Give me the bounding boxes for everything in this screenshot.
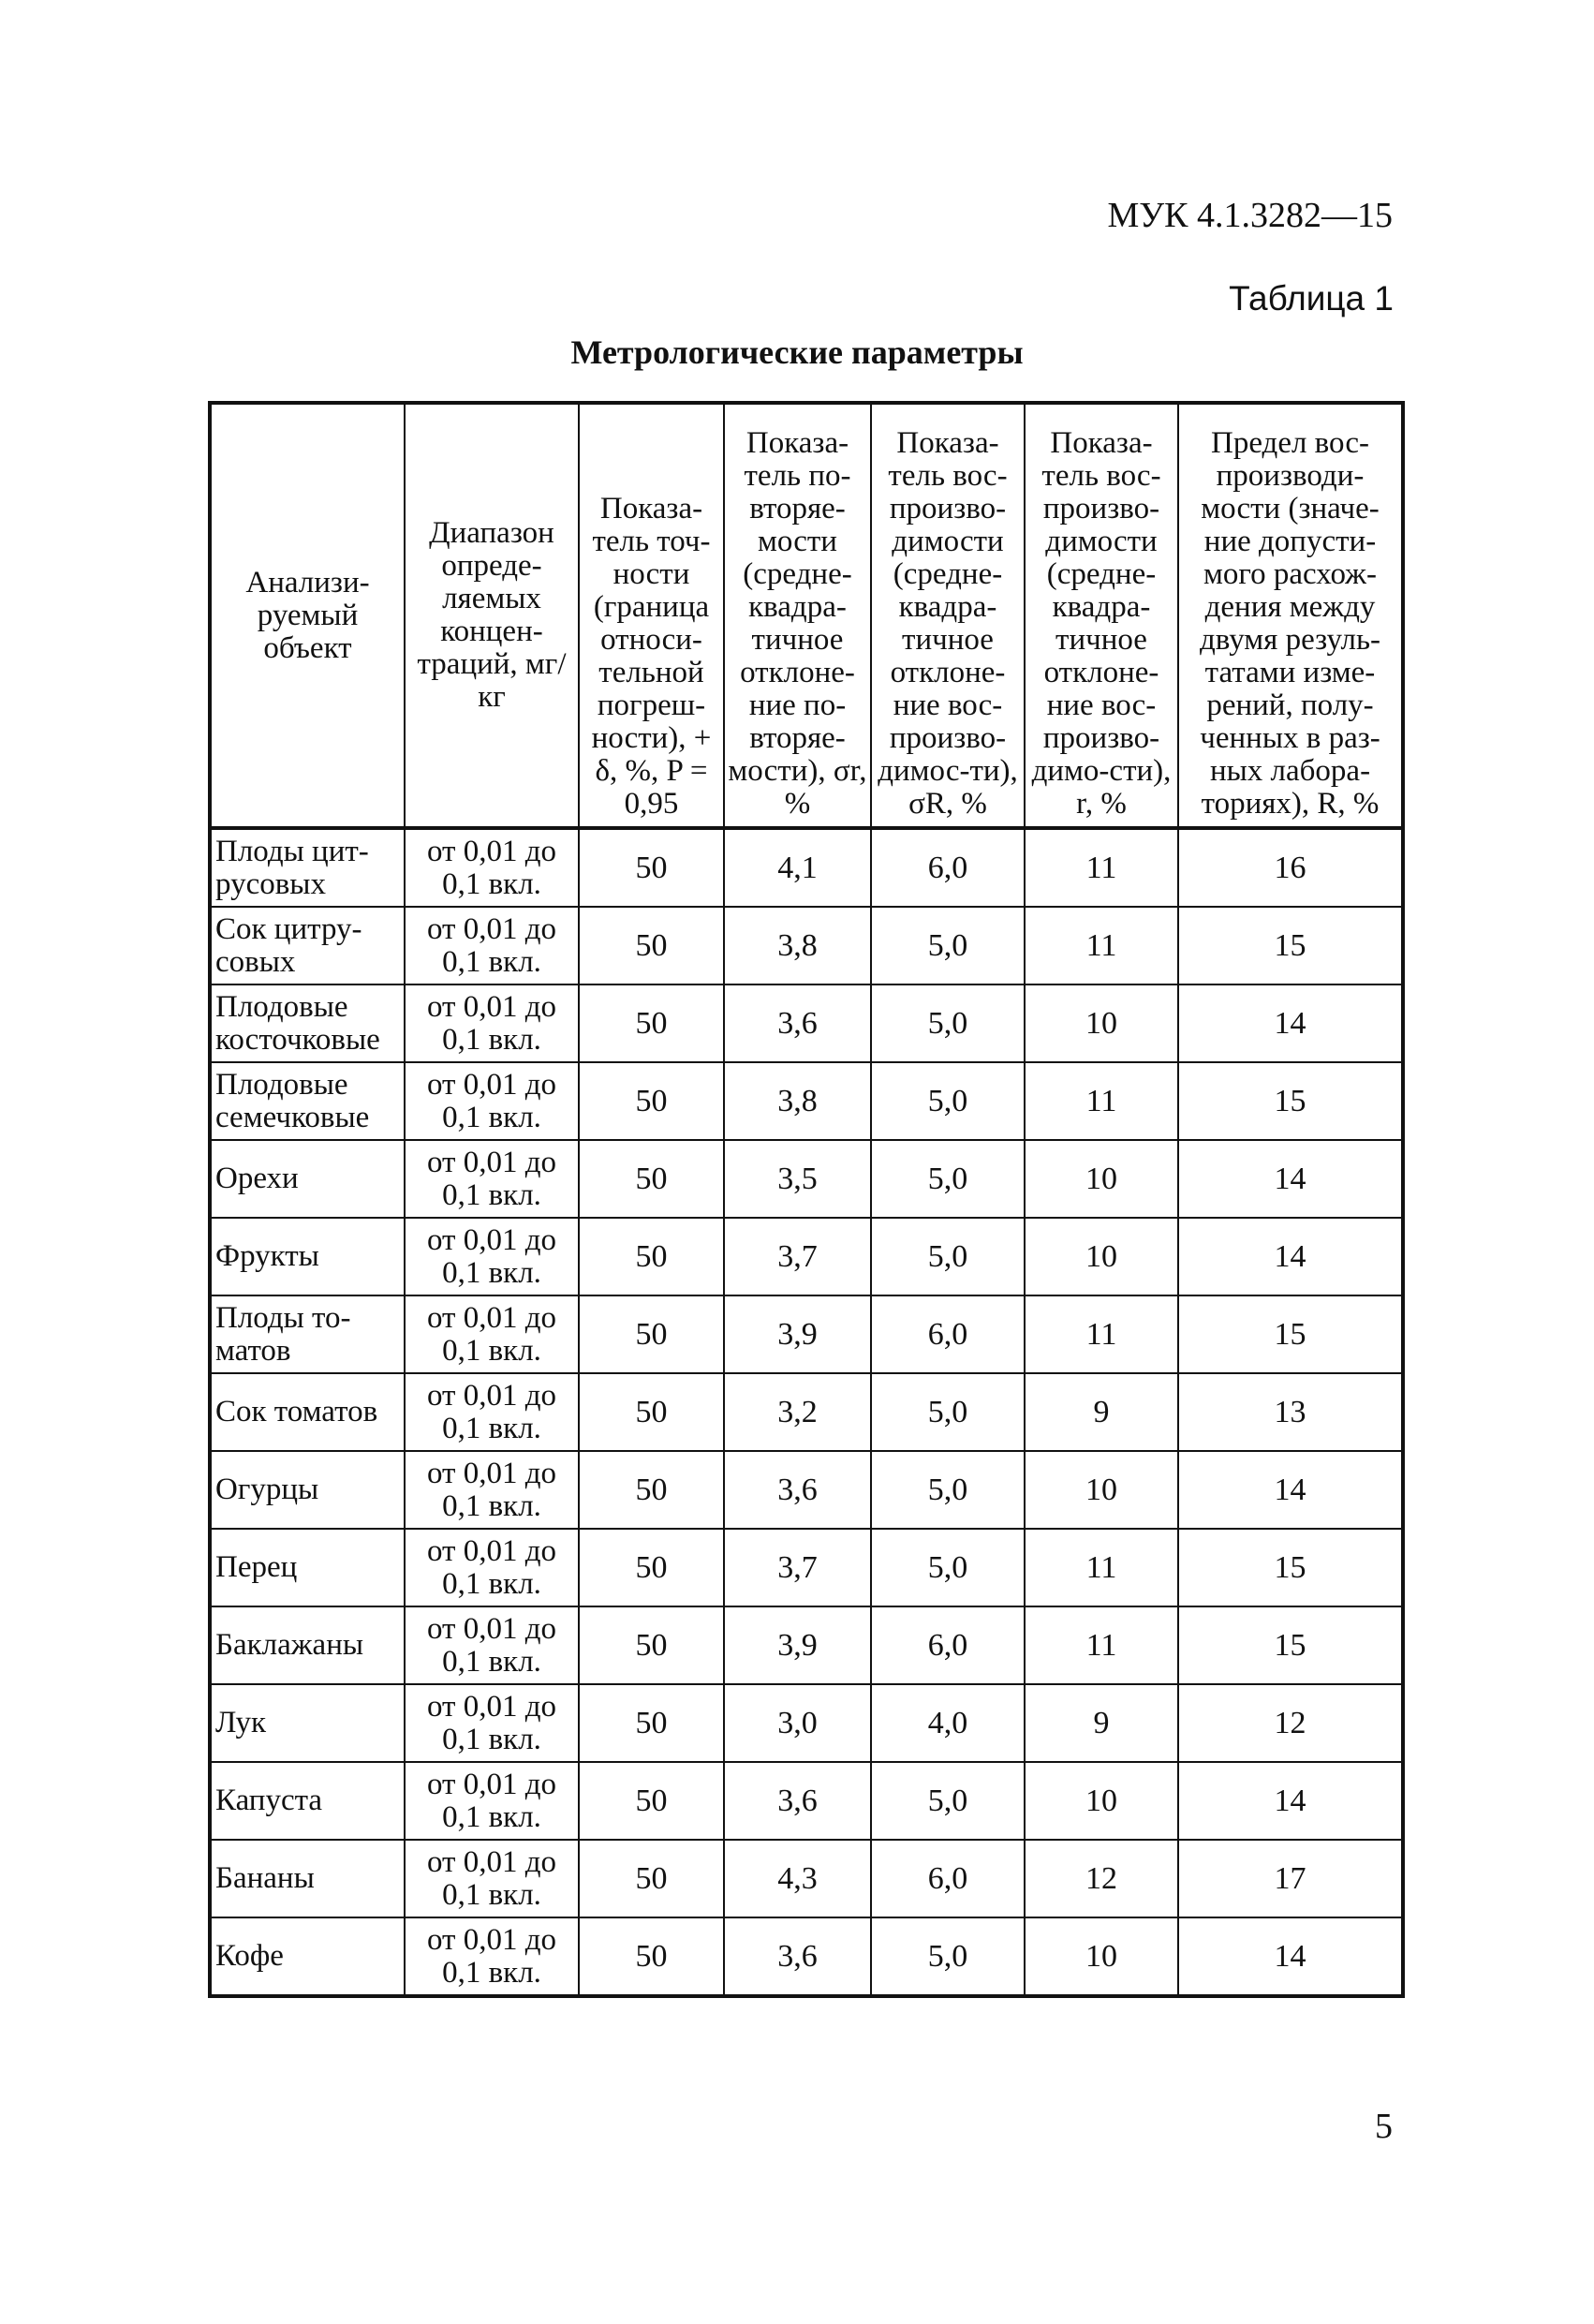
- cell-repeatability: 3,6: [724, 1762, 871, 1840]
- cell-range: от 0,01 до 0,1 вкл.: [405, 1840, 579, 1917]
- cell-reproducibility-sigma: 5,0: [871, 1917, 1025, 1996]
- cell-object: Бананы: [210, 1840, 405, 1917]
- cell-repeatability: 4,1: [724, 828, 871, 907]
- cell-reproducibility-sigma: 6,0: [871, 1840, 1025, 1917]
- cell-reproducibility-limit: 16: [1178, 828, 1403, 907]
- cell-reproducibility-sigma: 5,0: [871, 1373, 1025, 1451]
- cell-reproducibility-r: 11: [1025, 1606, 1178, 1684]
- cell-reproducibility-r: 10: [1025, 984, 1178, 1062]
- cell-reproducibility-r: 10: [1025, 1140, 1178, 1218]
- cell-reproducibility-r: 11: [1025, 1062, 1178, 1140]
- cell-reproducibility-sigma: 5,0: [871, 1140, 1025, 1218]
- cell-reproducibility-limit: 14: [1178, 984, 1403, 1062]
- cell-reproducibility-sigma: 6,0: [871, 1606, 1025, 1684]
- cell-object: Перец: [210, 1529, 405, 1606]
- cell-object: Плоды то-матов: [210, 1295, 405, 1373]
- cell-repeatability: 3,9: [724, 1295, 871, 1373]
- table-row: [210, 1762, 1403, 1840]
- column-header-reproducibility-r: Показа-тель вос-произво-димости (средне-квадра-тичное отклоне-ние вос-произво-димо-сти), r, %: [1025, 403, 1178, 828]
- cell-reproducibility-limit: 13: [1178, 1373, 1403, 1451]
- cell-repeatability: 3,7: [724, 1529, 871, 1606]
- table-body: [210, 828, 1403, 1996]
- table-row: [210, 1451, 1403, 1529]
- column-header-reproducibility-sigma: Показа-тель вос-произво-димости (средне-квадра-тичное отклоне-ние вос-произво-димос-ти), σR, %: [871, 403, 1025, 828]
- cell-accuracy: 50: [579, 1062, 724, 1140]
- cell-reproducibility-limit: 14: [1178, 1917, 1403, 1996]
- cell-reproducibility-sigma: 5,0: [871, 1451, 1025, 1529]
- cell-reproducibility-limit: 15: [1178, 1295, 1403, 1373]
- cell-range: от 0,01 до 0,1 вкл.: [405, 907, 579, 984]
- cell-accuracy: 50: [579, 1917, 724, 1996]
- cell-reproducibility-limit: 14: [1178, 1218, 1403, 1295]
- table-row: [210, 1218, 1403, 1295]
- cell-reproducibility-limit: 15: [1178, 1529, 1403, 1606]
- cell-object: Сок томатов: [210, 1373, 405, 1451]
- cell-reproducibility-r: 9: [1025, 1373, 1178, 1451]
- cell-range: от 0,01 до 0,1 вкл.: [405, 1451, 579, 1529]
- table-row: [210, 1606, 1403, 1684]
- table-row: [210, 907, 1403, 984]
- cell-object: Орехи: [210, 1140, 405, 1218]
- cell-accuracy: 50: [579, 1140, 724, 1218]
- cell-reproducibility-r: 10: [1025, 1218, 1178, 1295]
- cell-reproducibility-limit: 15: [1178, 907, 1403, 984]
- cell-object: Плоды цит-русовых: [210, 828, 405, 907]
- cell-accuracy: 50: [579, 984, 724, 1062]
- cell-range: от 0,01 до 0,1 вкл.: [405, 984, 579, 1062]
- cell-repeatability: 4,3: [724, 1840, 871, 1917]
- cell-range: от 0,01 до 0,1 вкл.: [405, 1684, 579, 1762]
- cell-range: от 0,01 до 0,1 вкл.: [405, 1606, 579, 1684]
- document-code: МУК 4.1.3282—15: [1107, 196, 1393, 235]
- cell-reproducibility-sigma: 4,0: [871, 1684, 1025, 1762]
- cell-reproducibility-r: 10: [1025, 1917, 1178, 1996]
- table-row: [210, 1917, 1403, 1996]
- cell-repeatability: 3,8: [724, 1062, 871, 1140]
- cell-range: от 0,01 до 0,1 вкл.: [405, 828, 579, 907]
- cell-reproducibility-sigma: 5,0: [871, 1529, 1025, 1606]
- cell-accuracy: 50: [579, 1529, 724, 1606]
- table-label: Таблица 1: [1229, 279, 1394, 318]
- cell-reproducibility-limit: 14: [1178, 1451, 1403, 1529]
- cell-repeatability: 3,2: [724, 1373, 871, 1451]
- cell-range: от 0,01 до 0,1 вкл.: [405, 1373, 579, 1451]
- cell-reproducibility-sigma: 5,0: [871, 1062, 1025, 1140]
- cell-reproducibility-r: 11: [1025, 907, 1178, 984]
- cell-object: Баклажаны: [210, 1606, 405, 1684]
- cell-accuracy: 50: [579, 1373, 724, 1451]
- cell-accuracy: 50: [579, 1606, 724, 1684]
- cell-range: от 0,01 до 0,1 вкл.: [405, 1917, 579, 1996]
- cell-repeatability: 3,5: [724, 1140, 871, 1218]
- cell-reproducibility-sigma: 5,0: [871, 907, 1025, 984]
- cell-reproducibility-r: 9: [1025, 1684, 1178, 1762]
- cell-reproducibility-limit: 12: [1178, 1684, 1403, 1762]
- column-header-reproducibility-limit: Предел вос-производи-мости (значе-ние допусти-мого расхож-дения между двумя резуль-татами изме-рений, полу-ченных в раз-ных лабора-ториях), R, %: [1178, 403, 1403, 828]
- cell-repeatability: 3,6: [724, 1451, 871, 1529]
- cell-accuracy: 50: [579, 907, 724, 984]
- cell-reproducibility-limit: 17: [1178, 1840, 1403, 1917]
- cell-accuracy: 50: [579, 1451, 724, 1529]
- table-row: [210, 1140, 1403, 1218]
- table-row: [210, 984, 1403, 1062]
- cell-reproducibility-sigma: 6,0: [871, 1295, 1025, 1373]
- cell-accuracy: 50: [579, 1218, 724, 1295]
- metrological-parameters-table: [208, 401, 1405, 1998]
- cell-reproducibility-limit: 14: [1178, 1762, 1403, 1840]
- cell-reproducibility-r: 10: [1025, 1762, 1178, 1840]
- cell-reproducibility-limit: 14: [1178, 1140, 1403, 1218]
- cell-repeatability: 3,7: [724, 1218, 871, 1295]
- column-header-object: Анализи-руемый объект: [210, 403, 405, 828]
- cell-object: Огурцы: [210, 1451, 405, 1529]
- cell-object: Лук: [210, 1684, 405, 1762]
- cell-repeatability: 3,6: [724, 984, 871, 1062]
- cell-accuracy: 50: [579, 828, 724, 907]
- column-header-accuracy: Показа-тель точ-ности (граница относи-тельной погреш-ности), + δ, %, P = 0,95: [579, 403, 724, 828]
- cell-range: от 0,01 до 0,1 вкл.: [405, 1762, 579, 1840]
- cell-object: Кофе: [210, 1917, 405, 1996]
- table-title: Метрологические параметры: [570, 333, 1024, 371]
- cell-reproducibility-sigma: 5,0: [871, 984, 1025, 1062]
- cell-range: от 0,01 до 0,1 вкл.: [405, 1529, 579, 1606]
- cell-range: от 0,01 до 0,1 вкл.: [405, 1062, 579, 1140]
- cell-repeatability: 3,9: [724, 1606, 871, 1684]
- page-number: 5: [1375, 2107, 1393, 2146]
- cell-reproducibility-sigma: 5,0: [871, 1762, 1025, 1840]
- cell-object: Плодовые косточковые: [210, 984, 405, 1062]
- cell-reproducibility-r: 11: [1025, 828, 1178, 907]
- cell-accuracy: 50: [579, 1295, 724, 1373]
- cell-range: от 0,01 до 0,1 вкл.: [405, 1140, 579, 1218]
- cell-accuracy: 50: [579, 1762, 724, 1840]
- cell-accuracy: 50: [579, 1684, 724, 1762]
- table-row: [210, 1684, 1403, 1762]
- cell-repeatability: 3,6: [724, 1917, 871, 1996]
- table-row: [210, 1373, 1403, 1451]
- table-row: [210, 1295, 1403, 1373]
- cell-reproducibility-r: 12: [1025, 1840, 1178, 1917]
- cell-object: Плодовые семечковые: [210, 1062, 405, 1140]
- cell-accuracy: 50: [579, 1840, 724, 1917]
- table-row: [210, 1529, 1403, 1606]
- cell-repeatability: 3,0: [724, 1684, 871, 1762]
- cell-reproducibility-limit: 15: [1178, 1062, 1403, 1140]
- cell-reproducibility-r: 11: [1025, 1295, 1178, 1373]
- column-header-range: Диапазон опреде-ляемых концен-траций, мг/кг: [405, 403, 579, 828]
- table-header-row: [210, 403, 1403, 828]
- cell-object: Сок цитру-совых: [210, 907, 405, 984]
- cell-reproducibility-r: 11: [1025, 1529, 1178, 1606]
- column-header-repeatability: Показа-тель по-вторяе-мости (средне-квадра-тичное отклоне-ние по-вторяе-мости), σr, %: [724, 403, 871, 828]
- cell-object: Капуста: [210, 1762, 405, 1840]
- cell-reproducibility-r: 10: [1025, 1451, 1178, 1529]
- cell-repeatability: 3,8: [724, 907, 871, 984]
- table-row: [210, 1840, 1403, 1917]
- table-row: [210, 828, 1403, 907]
- cell-reproducibility-sigma: 6,0: [871, 828, 1025, 907]
- cell-reproducibility-limit: 15: [1178, 1606, 1403, 1684]
- cell-object: Фрукты: [210, 1218, 405, 1295]
- cell-reproducibility-sigma: 5,0: [871, 1218, 1025, 1295]
- table-row: [210, 1062, 1403, 1140]
- cell-range: от 0,01 до 0,1 вкл.: [405, 1295, 579, 1373]
- cell-range: от 0,01 до 0,1 вкл.: [405, 1218, 579, 1295]
